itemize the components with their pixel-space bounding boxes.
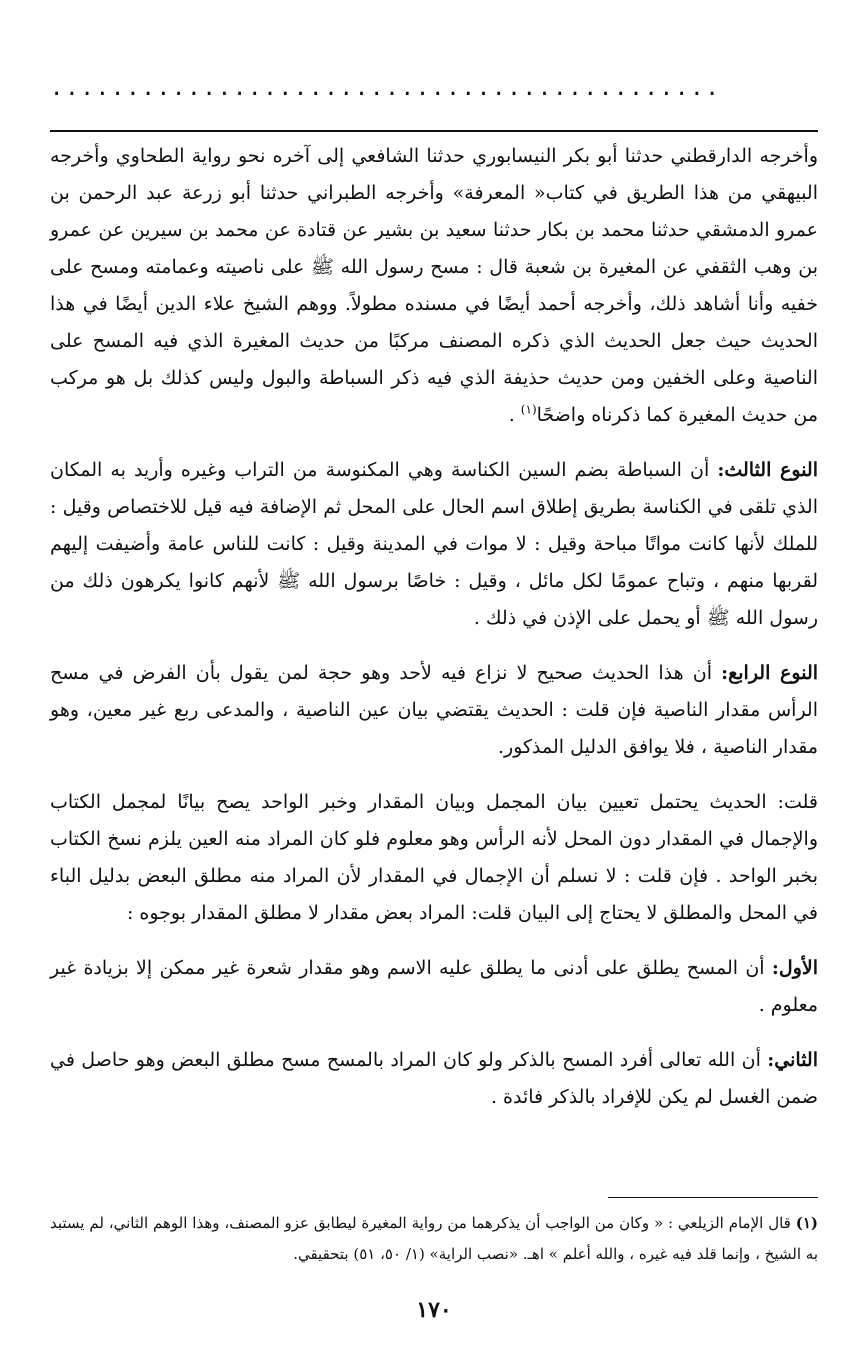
paragraph-second-reason (50, 1042, 818, 1116)
paragraph-heading: الأول: (771, 957, 818, 979)
paragraph-text: أن المسح يطلق على أدنى ما يطلق عليه الاسم وهو مقدار شعرة غير ممكن إلا بزيادة غير معلوم . (50, 957, 818, 1016)
paragraph-takhrij (50, 138, 818, 434)
paragraph-text: أن الله تعالى أفرد المسح بالذكر ولو كان المراد بالمسح مسح مطلق البعض وهو حاصل في ضمن الغسل لم يكن للإفراد بالذكر فائدة . (50, 1049, 818, 1108)
header-rule (50, 130, 818, 132)
paragraph-text: أن هذا الحديث صحيح لا نزاع فيه لأحد وهو حجة لمن يقول بأن الفرض في مسح الرأس مقدار الناصية فإن قلت : الحديث يقتضي بيان عين الناصية ، والمدعى ربع غير معين، وهو مقدار الناصية ، فلا يوافق الدليل المذكور. (50, 662, 818, 758)
paragraph-text: قلت: الحديث يحتمل تعيين بيان المجمل وبيان المقدار وخبر الواحد يصح بيانًا لمجمل الكتاب والإجمال في المقدار دون المحل لأنه الرأس وهو معلوم فلو كان المراد منه العين يلزم نسخ الكتاب بخبر الواحد . فإن قلت : لا نسلم أن الإجمال في المقدار لأن المراد منه مطلق البعض بدليل الباء في المحل والمطلق لا يحتاج إلى البيان قلت: المراد بعض مقدار لا مطلق المقدار بوجوه : (50, 791, 818, 924)
paragraph-heading: النوع الرابع: (721, 662, 819, 684)
footnote (50, 1208, 818, 1270)
paragraph-heading: النوع الثالث: (717, 459, 818, 481)
paragraph-tail: . (508, 404, 521, 426)
paragraph-heading: الثاني: (767, 1049, 818, 1071)
main-text (50, 138, 818, 1134)
paragraph-text: أن السباطة بضم السين الكناسة وهي المكنوسة من التراب وغيره وأريد به المكان الذي تلقى في الكناسة بطريق إطلاق اسم الحال على المحل ثم الإضافة فيه قيل للاختصاص وقيل : للملك لأنها كانت مواتًا مباحة وقيل : لا موات في المدينة وقيل : كانت للناس عامة وأضيفت إليهم لقربها منهم ، وتباح عمومًا لكل مائل ، وقيل : خاصًا برسول الله ﷺ لأنهم كانوا يكرهون ذلك من رسول الله ﷺ أو يحمل على الإذن في ذلك . (50, 459, 818, 629)
footnote-ref: (١) (520, 402, 537, 417)
page-number: ١٧٠ (416, 1297, 452, 1323)
footnote-rule (608, 1197, 818, 1198)
paragraph-first-reason (50, 950, 818, 1024)
footnote-number: (١) (795, 1214, 818, 1232)
footnote-text: قال الإمام الزيلعي : « وكان من الواجب أن يذكرهما من رواية المغيرة ليطابق عزو المصنف، وهذا الوهم الثاني، لم يستبد به الشيخ ، وإنما قلد فيه غيره ، والله أعلم » اهـ. «نصب الراية» (١/ ٥٠، ٥١) بتحقيقي. (50, 1214, 818, 1263)
paragraph-answer (50, 784, 818, 932)
paragraph-text: وأخرجه الدارقطني حدثنا أبو بكر النيسابوري حدثنا الشافعي إلى آخره نحو رواية الطحاوي وأخرجه البيهقي من هذا الطريق في كتاب« المعرفة» وأخرجه الطبراني حدثنا أبو زرعة عبد الرحمن بن عمرو الدمشقي حدثنا محمد بن بكار حدثنا سعيد بن بشير عن قتادة عن محمد بن سيرين عن عمرو بن وهب الثقفي عن المغيرة بن شعبة قال : مسح رسول الله ﷺ على ناصيته وعمامته ومسح على خفيه وأنا أشاهد ذلك، وأخرجه أحمد أيضًا في مسنده مطولاً. ووهم الشيخ علاء الدين أيضًا في هذا الحديث حيث جعل الحديث الذي ذكره المصنف مركبًا من حديث المغيرة الذي فيه المسح على الناصية وعلى الخفين ومن حديث حذيفة الذي فيه ذكر السباطة والبول وليس كذلك بل هو مركب من حديث المغيرة كما ذكرناه واضحًا (50, 145, 818, 426)
header-dots: ............................................ (50, 78, 721, 100)
paragraph-fourth-type (50, 655, 818, 766)
paragraph-third-type (50, 452, 818, 637)
